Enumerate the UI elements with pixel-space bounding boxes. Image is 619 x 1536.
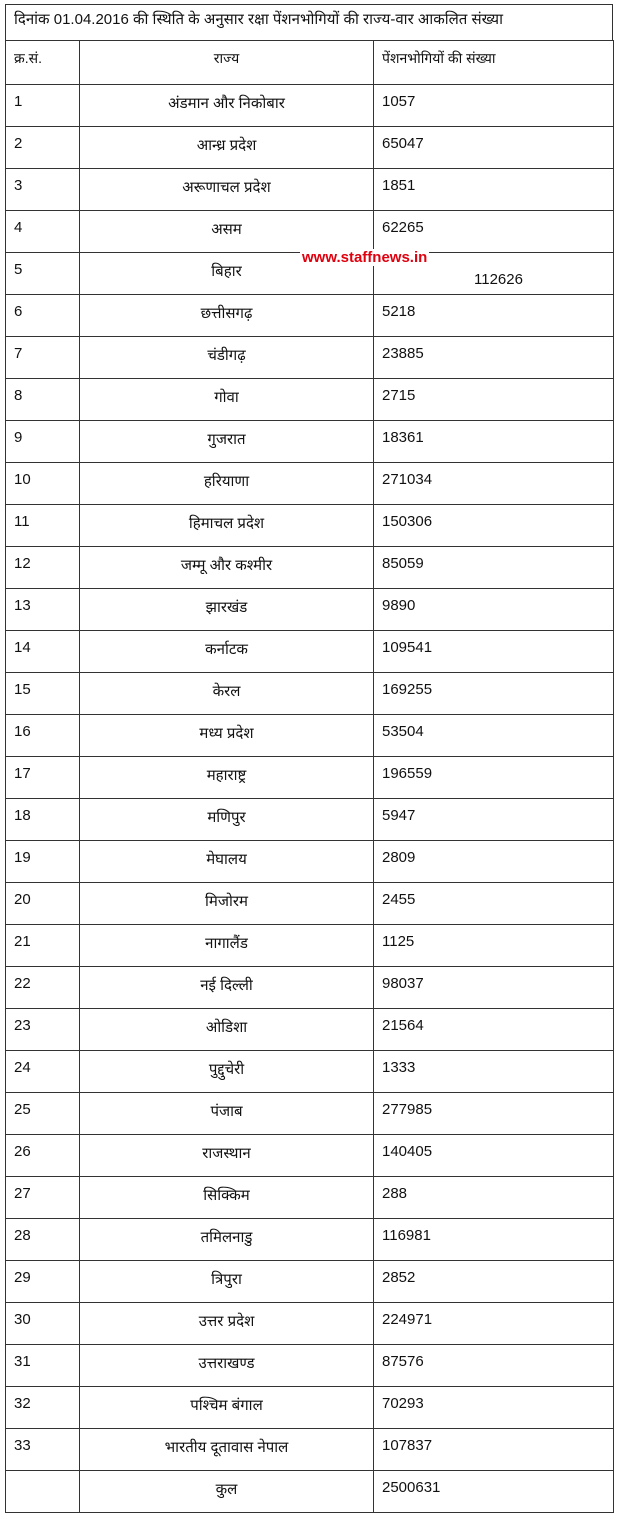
row-state: सिक्किम xyxy=(80,1177,374,1219)
row-count-value: 1125 xyxy=(382,933,415,950)
row-state: हरियाणा xyxy=(80,463,374,505)
table-row xyxy=(6,295,614,337)
row-count-value: 53504 xyxy=(382,723,424,740)
row-sno: 18 xyxy=(6,799,80,841)
table-row xyxy=(6,1177,614,1219)
row-count-value: 169255 xyxy=(382,681,433,698)
row-state: मणिपुर xyxy=(80,799,374,841)
row-sno: 3 xyxy=(6,169,80,211)
row-count-value: 9890 xyxy=(382,597,416,614)
row-count-value: 65047 xyxy=(382,135,424,152)
header-state: राज्य xyxy=(80,41,374,85)
row-state: केरल xyxy=(80,673,374,715)
row-count xyxy=(374,379,614,421)
table-row xyxy=(6,1051,614,1093)
row-sno: 26 xyxy=(6,1135,80,1177)
row-sno: 15 xyxy=(6,673,80,715)
row-count xyxy=(374,1345,614,1387)
total-count: 2500631 xyxy=(374,1471,614,1513)
row-count-value: 18361 xyxy=(382,429,424,446)
row-count xyxy=(374,169,614,211)
row-count xyxy=(374,127,614,169)
table-row xyxy=(6,757,614,799)
total-row xyxy=(6,1471,614,1513)
table-row xyxy=(6,1345,614,1387)
table-row xyxy=(6,673,614,715)
row-sno: 4 xyxy=(6,211,80,253)
row-count-value: 116981 xyxy=(382,1227,431,1244)
row-count xyxy=(374,1429,614,1471)
table-row xyxy=(6,169,614,211)
row-sno: 30 xyxy=(6,1303,80,1345)
table-row xyxy=(6,463,614,505)
row-count-value: 288 xyxy=(382,1185,408,1202)
table-row xyxy=(6,883,614,925)
table-row xyxy=(6,379,614,421)
row-sno: 2 xyxy=(6,127,80,169)
table-row xyxy=(6,421,614,463)
row-sno: 9 xyxy=(6,421,80,463)
row-count-value: 271034 xyxy=(382,471,433,488)
row-count xyxy=(374,1261,614,1303)
table-body xyxy=(6,85,614,1513)
row-count xyxy=(374,1303,614,1345)
row-state: हिमाचल प्रदेश xyxy=(80,505,374,547)
row-state: पश्चिम बंगाल xyxy=(80,1387,374,1429)
row-count xyxy=(374,841,614,883)
row-count xyxy=(374,757,614,799)
row-count xyxy=(374,1135,614,1177)
row-state: तमिलनाडु xyxy=(80,1219,374,1261)
row-state: जम्मू और कश्मीर xyxy=(80,547,374,589)
table-row xyxy=(6,1219,614,1261)
row-sno: 25 xyxy=(6,1093,80,1135)
table-row xyxy=(6,1093,614,1135)
row-count xyxy=(374,463,614,505)
row-sno: 20 xyxy=(6,883,80,925)
row-state: मिजोरम xyxy=(80,883,374,925)
table-title: दिनांक 01.04.2016 की स्थिति के अनुसार रक्षा पेंशनभोगियों की राज्य-वार आकलित संख्या xyxy=(5,4,613,40)
row-sno: 1 xyxy=(6,85,80,127)
row-state: अरूणाचल प्रदेश xyxy=(80,169,374,211)
header-row xyxy=(6,41,614,85)
row-count-value: 140405 xyxy=(382,1143,433,1160)
row-state: चंडीगढ़ xyxy=(80,337,374,379)
row-state: आन्ध्र प्रदेश xyxy=(80,127,374,169)
row-count xyxy=(374,967,614,1009)
row-sno: 10 xyxy=(6,463,80,505)
row-state: बिहार xyxy=(80,253,374,295)
row-state: भारतीय दूतावास नेपाल xyxy=(80,1429,374,1471)
row-state: पुद्दुचेरी xyxy=(80,1051,374,1093)
row-count xyxy=(374,1093,614,1135)
row-state: मध्य प्रदेश xyxy=(80,715,374,757)
row-count xyxy=(374,715,614,757)
row-count-value: 2809 xyxy=(382,849,416,866)
row-state: असम xyxy=(80,211,374,253)
row-count-value: 2715 xyxy=(382,387,416,404)
row-sno: 12 xyxy=(6,547,80,589)
watermark: www.staffnews.in xyxy=(302,249,428,266)
row-state: मेघालय xyxy=(80,841,374,883)
row-sno: 8 xyxy=(6,379,80,421)
row-count-value: 224971 xyxy=(382,1311,433,1328)
document xyxy=(5,4,613,1513)
row-state: छत्तीसगढ़ xyxy=(80,295,374,337)
table-row xyxy=(6,85,614,127)
table-row xyxy=(6,1261,614,1303)
table-row xyxy=(6,925,614,967)
row-sno: 29 xyxy=(6,1261,80,1303)
row-state: झारखंड xyxy=(80,589,374,631)
row-sno: 24 xyxy=(6,1051,80,1093)
row-count xyxy=(374,925,614,967)
row-count xyxy=(374,1177,614,1219)
row-count-value: 1057 xyxy=(382,93,416,110)
row-sno: 6 xyxy=(6,295,80,337)
row-count-value: 107837 xyxy=(382,1437,433,1454)
row-count xyxy=(374,1051,614,1093)
row-count xyxy=(374,211,614,253)
row-count-value: 62265 xyxy=(382,219,424,236)
row-count-value: 1333 xyxy=(382,1059,416,1076)
header-sno: क्र.सं. xyxy=(6,41,80,85)
row-count-value: 98037 xyxy=(382,975,424,992)
row-sno: 31 xyxy=(6,1345,80,1387)
table-row xyxy=(6,547,614,589)
table-row xyxy=(6,1135,614,1177)
table-row xyxy=(6,589,614,631)
row-count xyxy=(374,589,614,631)
row-count xyxy=(374,883,614,925)
row-state: कर्नाटक xyxy=(80,631,374,673)
row-state: गुजरात xyxy=(80,421,374,463)
row-count-value: 277985 xyxy=(382,1101,433,1118)
table-row xyxy=(6,127,614,169)
table-row xyxy=(6,631,614,673)
row-sno: 33 xyxy=(6,1429,80,1471)
row-count-value: 2455 xyxy=(382,891,416,908)
row-sno: 5 xyxy=(6,253,80,295)
row-state: गोवा xyxy=(80,379,374,421)
row-count-value: 21564 xyxy=(382,1017,424,1034)
row-sno: 22 xyxy=(6,967,80,1009)
row-count-value: 112626 xyxy=(474,271,523,288)
total-sno xyxy=(6,1471,80,1513)
table-row xyxy=(6,505,614,547)
row-state: ओडिशा xyxy=(80,1009,374,1051)
table-row xyxy=(6,1009,614,1051)
row-count xyxy=(374,631,614,673)
row-count xyxy=(374,1219,614,1261)
table-row xyxy=(6,799,614,841)
row-count-value: 150306 xyxy=(382,513,433,530)
row-sno: 32 xyxy=(6,1387,80,1429)
row-sno: 11 xyxy=(6,505,80,547)
row-count xyxy=(374,673,614,715)
row-count-value: 109541 xyxy=(382,639,433,656)
row-count-value: 85059 xyxy=(382,555,424,572)
row-count-value: 5947 xyxy=(382,807,416,824)
row-count xyxy=(374,295,614,337)
row-state: उत्तर प्रदेश xyxy=(80,1303,374,1345)
table-row xyxy=(6,337,614,379)
table-row xyxy=(6,1387,614,1429)
row-count xyxy=(374,421,614,463)
row-sno: 13 xyxy=(6,589,80,631)
row-state: नई दिल्ली xyxy=(80,967,374,1009)
row-state: राजस्थान xyxy=(80,1135,374,1177)
row-count-value: 1851 xyxy=(382,177,416,194)
table-row xyxy=(6,967,614,1009)
row-state: त्रिपुरा xyxy=(80,1261,374,1303)
row-sno: 19 xyxy=(6,841,80,883)
table-row xyxy=(6,1303,614,1345)
row-sno: 21 xyxy=(6,925,80,967)
row-sno: 7 xyxy=(6,337,80,379)
table-row xyxy=(6,715,614,757)
row-state: पंजाब xyxy=(80,1093,374,1135)
row-sno: 16 xyxy=(6,715,80,757)
header-count: पेंशनभोगियों की संख्या xyxy=(374,41,614,85)
row-count-value: 70293 xyxy=(382,1395,424,1412)
row-sno: 27 xyxy=(6,1177,80,1219)
row-count-value: 2852 xyxy=(382,1269,416,1286)
row-sno: 14 xyxy=(6,631,80,673)
row-count-value: 196559 xyxy=(382,765,433,782)
row-state: महाराष्ट्र xyxy=(80,757,374,799)
row-count xyxy=(374,1387,614,1429)
row-count-value: 5218 xyxy=(382,303,416,320)
row-count-value: 23885 xyxy=(382,345,424,362)
row-state: अंडमान और निकोबार xyxy=(80,85,374,127)
row-count xyxy=(374,799,614,841)
row-sno: 28 xyxy=(6,1219,80,1261)
row-state: नागालैंड xyxy=(80,925,374,967)
row-count xyxy=(374,547,614,589)
row-count xyxy=(374,1009,614,1051)
row-count xyxy=(374,85,614,127)
row-count xyxy=(374,505,614,547)
table-row xyxy=(6,1429,614,1471)
row-count xyxy=(374,337,614,379)
table-row xyxy=(6,841,614,883)
row-count-value: 87576 xyxy=(382,1353,424,1370)
row-sno: 23 xyxy=(6,1009,80,1051)
row-state: उत्तराखण्ड xyxy=(80,1345,374,1387)
row-sno: 17 xyxy=(6,757,80,799)
total-label: कुल xyxy=(80,1471,374,1513)
table-row xyxy=(6,211,614,253)
